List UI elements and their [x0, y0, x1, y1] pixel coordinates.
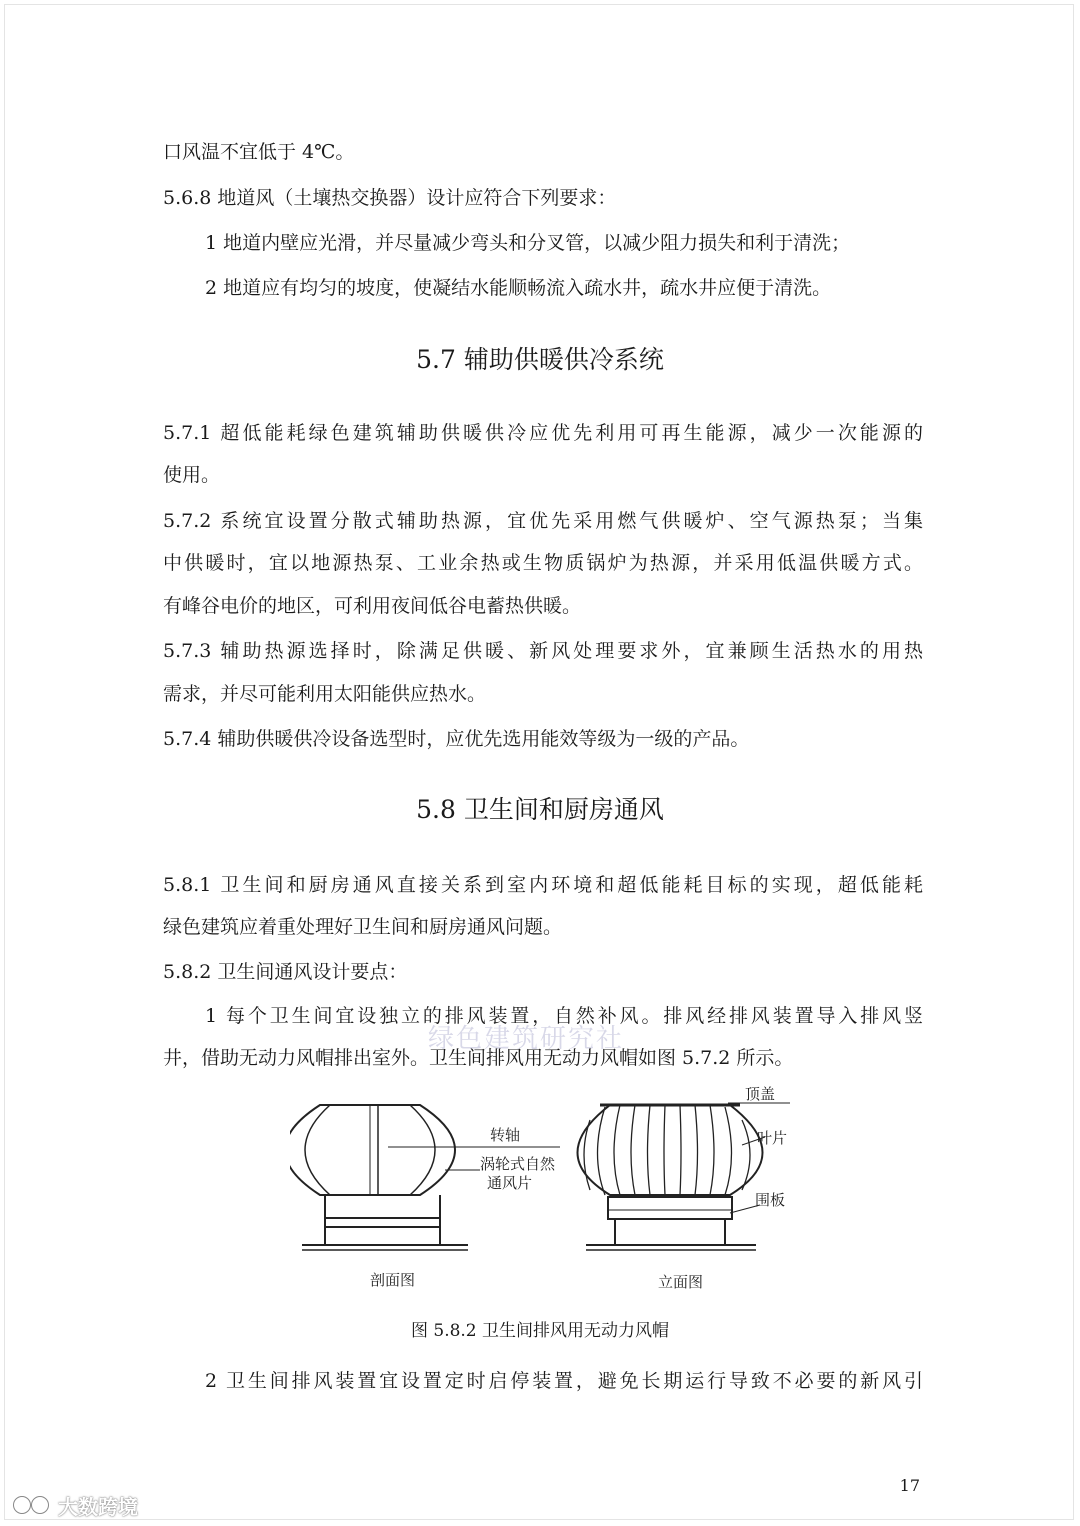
section-inner-left: [305, 1105, 330, 1195]
brand-logo-icon: [12, 1493, 52, 1517]
label-top-cover: 顶盖: [745, 1085, 776, 1103]
section-heading-5-7: 5.7 辅助供暖供冷系统: [416, 345, 664, 374]
clause-5-7-3: 5.7.3 辅助热源选择时，除满足供暖、新风处理要求外，宜兼顾生活热水的用热: [163, 640, 923, 662]
clause-5-8-1: 5.8.1 卫生间和厨房通风直接关系到室内环境和超低能耗目标的实现，超低能耗: [163, 874, 923, 896]
section-inner-right: [410, 1105, 435, 1195]
clause-5-7-2-cont2: 有峰谷电价的地区，可利用夜间低谷电蓄热供暖。: [163, 595, 582, 617]
section-body-outline: [290, 1105, 455, 1195]
label-shaft: 转轴: [490, 1126, 521, 1144]
ventilator-figure: [290, 1075, 810, 1305]
clause-5-7-3-cont: 需求，并尽可能利用太阳能供应热水。: [163, 683, 487, 705]
brand-watermark: [12, 1490, 138, 1520]
clause-5-8-2-item-1: 1 每个卫生间宜设独立的排风装置，自然补风。排风经排风装置导入排风竖: [205, 1005, 923, 1027]
label-elevation-view: 立面图: [658, 1273, 704, 1291]
label-vane-line2: 通风片: [487, 1174, 533, 1192]
label-panel: 围板: [755, 1191, 786, 1209]
paragraph-line: 口风温不宜低于 4℃。: [163, 141, 355, 163]
figure-caption: 图 5.8.2 卫生间排风用无动力风帽: [410, 1321, 670, 1341]
clause-5-8-2-item-2: 2 卫生间排风装置宜设置定时启停装置，避免长期运行导致不必要的新风引: [205, 1370, 923, 1392]
clause-5-6-8-item-2: 2 地道应有均匀的坡度，使凝结水能顺畅流入疏水井，疏水井应便于清洗。: [205, 277, 832, 299]
clause-5-6-8: 5.6.8 地道风（土壤热交换器）设计应符合下列要求：: [163, 187, 617, 209]
clause-5-7-2: 5.7.2 系统宜设置分散式辅助热源，宜优先采用燃气供暖炉、空气源热泵；当集: [163, 510, 923, 532]
clause-5-8-2: 5.8.2 卫生间通风设计要点：: [163, 961, 408, 983]
clause-5-7-4: 5.7.4 辅助供暖供冷设备选型时，应优先选用能效等级为一级的产品。: [163, 728, 750, 750]
label-vane-line1: 涡轮式自然: [480, 1155, 556, 1173]
clause-5-7-2-cont: 中供暖时，宜以地源热泵、工业余热或生物质锅炉为热源，并采用低温供暖方式。: [163, 552, 923, 574]
clause-5-8-2-item-1-cont: 井，借助无动力风帽排出室外。卫生间排风用无动力风帽如图 5.7.2 所示。: [163, 1047, 794, 1069]
elevation-dome: [578, 1105, 763, 1195]
section-heading-5-8: 5.8 卫生间和厨房通风: [416, 795, 664, 824]
clause-5-6-8-item-1: 1 地道内壁应光滑，并尽量减少弯头和分叉管，以减少阻力损失和利于清洗；: [205, 232, 851, 254]
label-blade: 叶片: [757, 1129, 788, 1147]
watermark-text: 绿色建筑研究社: [428, 1024, 625, 1054]
clause-5-7-1: 5.7.1 超低能耗绿色建筑辅助供暖供冷应优先利用可再生能源，减少一次能源的: [163, 422, 923, 444]
brand-name: 大数跨境: [58, 1494, 138, 1519]
clause-5-7-1-cont: 使用。: [163, 464, 221, 486]
page-number: 17: [899, 1476, 920, 1495]
clause-5-8-1-cont: 绿色建筑应着重处理好卫生间和厨房通风问题。: [163, 916, 563, 938]
label-section-view: 剖面图: [370, 1271, 416, 1289]
